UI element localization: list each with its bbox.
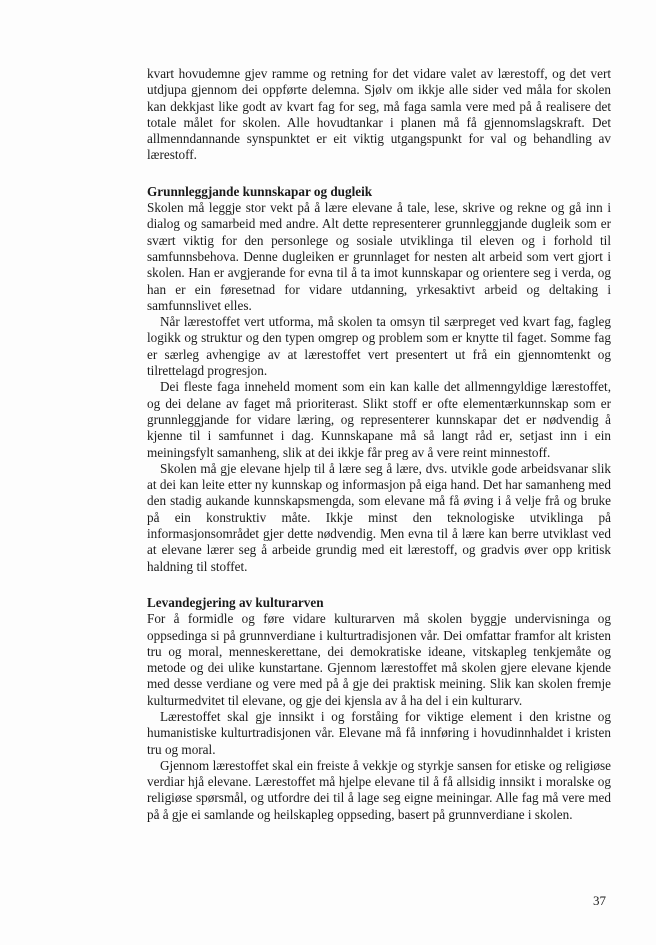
- page-number: 37: [593, 893, 606, 908]
- paragraph: Skolen må leggje stor vekt på å lære elevane å tale, lese, skrive og rekne og gå inn i dialog og samarbeid med andre. Alt dette representerer grunnleggjande dugleik som er svært viktig for den personlege og sosiale utviklinga til eleven og i forhold til samfunnsbehova. Denne dugleiken er grunnlaget for nesten alt arbeid som vert gjort i skolen. Han er avgjerande for evna til å ta imot kunnskapar og orientere seg i verda, og han er ein føresetnad for vidare utdanning, yrkesaktivt arbeid og deltaking i samfunnslivet elles.: [147, 200, 611, 313]
- paragraph: For å formidle og føre vidare kulturarven må skolen byggje undervisninga og oppsedinga si på grunnverdiane i kulturtradisjonen vår. Dei omfattar framfor alt kristen tru og moral, menneskerettane, dei demokratiske ideane, vitskapleg tenkjemåte og metode og dei ulike kunstartane. Gjennom lærestoffet må skolen gjere elevane kjende med desse verdiane og vere med på å gje dei praktisk meining. Slik kan skolen fremje kulturmedvitet til elevane, og gje dei kjensla av å ha del i ein kulturarv.: [147, 611, 611, 708]
- paragraph: Skolen må gje elevane hjelp til å lære seg å lære, dvs. utvikle gode arbeidsvanar slik at dei kan leite etter ny kunnskap og informasjon på eiga hand. Det har samanheng med den stadig aukande kunnskapsmengda, som elevane må få øving i å velje frå og bruke på ein konstruktiv måte. Ikkje minst den teknologiske utviklinga på informasjonsområdet gjer dette nødvendig. Men evna til å lære kan berre utviklast ved at elevane lærer seg å arbeide grundig med eit lærestoff, og gradvis øver opp kritisk haldning til stoffet.: [147, 460, 611, 574]
- section-heading-basic-skills: Grunnleggjande kunnskapar og dugleik: [147, 183, 373, 199]
- paragraph: Når lærestoffet vert utforma, må skolen ta omsyn til særpreget ved kvart fag, fagleg logikk og struktur og den typen omgrep og problem som er knytte til faget. Somme fag er særleg avhengige av at lærestoffet vert presentert ut frå ein gjennomtenkt og tilrettelagd progresjon.: [147, 314, 611, 379]
- paragraph: Gjennom lærestoffet skal ein freiste å vekkje og styrkje sansen for etiske og religiøse verdiar hjå elevane. Lærestoffet må hjelpe elevane til å få allsidig innsikt i moralske og religiøse spørsmål, og utfordre dei til å lage seg eigne meiningar. Alle fag må vere med på å gje ei samlande og heilskapleg oppseding, basert på grunnverdiane i skolen.: [147, 757, 611, 822]
- paragraph: Lærestoffet skal gje innsikt i og forståing for viktige element i den kristne og humanistiske kulturtradisjonen vår. Elevane må få innføring i hovudinnhaldet i kristen tru og moral.: [147, 708, 611, 757]
- section-heading-cultural-heritage: Levandegjering av kulturarven: [147, 594, 324, 610]
- body-text: [147, 66, 611, 823]
- paragraph: Dei fleste faga inneheld moment som ein kan kalle det allmenngyldige lærestoffet, og dei delane av faget må prioriterast. Slikt stoff er ofte elementærkunnskap som er grunnleggjande for vidare læring, og representerer kunnskapar det er nødvendig å kjenne til i samfunnet i dag. Kunnskapane må så langt råd er, setjast inn i ein meiningsfylt samanheng, slik at dei ikkje får preg av å vere reint minnestoff.: [147, 379, 611, 460]
- intro-paragraph: kvart hovudemne gjev ramme og retning for det vidare valet av lærestoff, og det vert utdjupa gjennom dei oppførte delemna. Sjølv om ikkje alle sider ved måla for skolen kan dekkjast like godt av kvart fag for seg, må faga samla vere med på å realisere det totale målet for skolen. Alle hovudtankar i planen må få gjennomslagskraft. Det allmenndannande synspunktet er eit viktig utgangspunkt for val og behandling av lærestoff.: [147, 66, 611, 163]
